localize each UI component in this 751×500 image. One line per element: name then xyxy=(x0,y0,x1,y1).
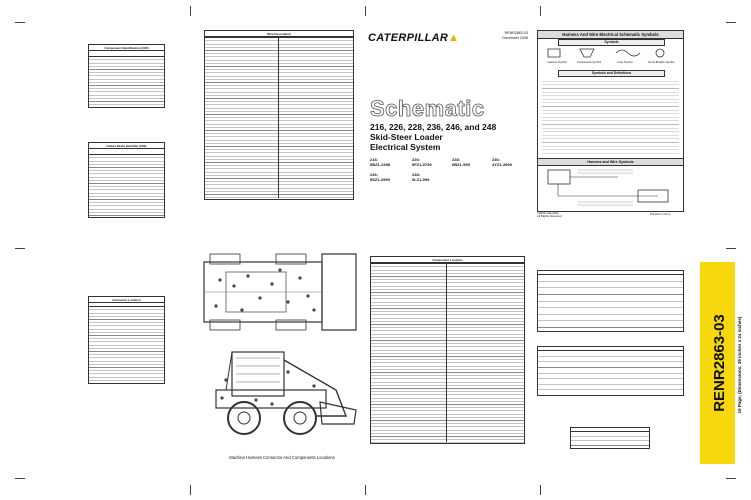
caterpillar-logo: CATERPILLAR▲ xyxy=(368,32,460,44)
symbol-label-harness: Harness Symbol xyxy=(547,61,567,64)
terms-header: Symbols and Definitions xyxy=(558,70,665,77)
copyright-line-2: All Rights Reserved xyxy=(537,214,562,219)
crop-mark xyxy=(190,6,191,16)
crop-mark xyxy=(15,22,25,23)
harness-wire-diagram xyxy=(538,166,683,210)
definitions-text xyxy=(542,78,679,156)
crop-mark xyxy=(190,485,191,495)
crop-mark xyxy=(726,248,736,249)
serial-model: 216: xyxy=(370,157,379,162)
crop-mark xyxy=(15,478,25,479)
serial-number: 5SZ1-2999 xyxy=(370,177,390,182)
spec-table-2-rows xyxy=(537,350,684,396)
serial-248 xyxy=(412,172,429,182)
serial-number: 4YZ1-3999 xyxy=(492,162,512,167)
brand-name: CATERPILLAR xyxy=(368,32,449,44)
symbols-panel-title: Harness And Wire Electrical Schematic Symbols xyxy=(538,31,683,39)
crop-mark xyxy=(540,6,541,16)
serial-246 xyxy=(370,172,390,182)
serial-model: 246: xyxy=(370,172,379,177)
serial-model: 236: xyxy=(492,157,501,162)
side-band-pages: 16 Page, (Dimensions: 39 inches x 24 inches) xyxy=(737,316,742,414)
harness-header: Harness and Wire Symbols xyxy=(538,158,683,166)
spec-table-3-rows xyxy=(570,431,650,449)
serial-model: 226: xyxy=(412,157,421,162)
schematic-title: Schematic xyxy=(370,96,485,121)
crop-mark xyxy=(726,478,736,479)
serial-228 xyxy=(452,157,470,167)
serial-226 xyxy=(412,157,432,167)
component-location-rows xyxy=(370,263,525,444)
models-line: 216, 226, 228, 236, 246, and 248 xyxy=(370,122,497,132)
crop-mark xyxy=(726,22,736,23)
wire-desc-title: Wire Description xyxy=(205,31,353,37)
serial-216 xyxy=(370,157,390,167)
symbol-label-fuse: Fuse Symbol xyxy=(617,61,633,64)
serial-236 xyxy=(492,157,512,167)
cid-table-title: Component Identification (CID) xyxy=(89,45,164,51)
symbol-label-circuit-breaker: Circuit Breaker Symbol xyxy=(647,61,675,64)
symbols-header: Symbols xyxy=(558,39,665,46)
doc-date: December 2006 xyxy=(502,36,528,40)
doc-number-top: RENR2863-03 xyxy=(504,31,528,35)
fmi-table-title: Failure Mode Identifier (FMI) xyxy=(89,143,164,149)
crop-mark xyxy=(15,248,25,249)
copyright xyxy=(537,212,562,219)
serial-number: 6BZ1-2498 xyxy=(370,162,391,167)
subtitle-2: Electrical System xyxy=(370,142,441,152)
wire-description-rows xyxy=(204,37,354,200)
printed-in: Printed in U.S.A. xyxy=(650,212,671,216)
cid-table-rows xyxy=(88,56,165,108)
spec-table-1-rows xyxy=(537,274,684,332)
machine-caption: Machine Harness Connector And Components Locations xyxy=(229,455,335,460)
table-divider xyxy=(278,37,279,198)
crop-mark xyxy=(365,6,366,16)
side-band-number: RENR2863-03 xyxy=(711,314,728,412)
table-divider xyxy=(446,263,447,442)
crop-mark xyxy=(540,485,541,495)
serial-model: 228: xyxy=(452,157,461,162)
symbols-panel xyxy=(537,30,684,212)
fmi-table-rows xyxy=(88,154,165,218)
serial-number: 6LZ1-999 xyxy=(412,177,430,182)
serial-number: 6BZ1-999 xyxy=(452,162,470,167)
serial-model: 248: xyxy=(412,172,421,177)
comp-loc-title: Component Location xyxy=(371,257,524,263)
conn-left-title: Connector Location xyxy=(89,297,164,303)
crop-mark xyxy=(365,485,366,495)
symbol-label-components: Components Symbol xyxy=(576,61,602,64)
connector-location-rows-left xyxy=(88,306,165,384)
subtitle-1: Skid-Steer Loader xyxy=(370,132,443,142)
copyright-line-1: ©2006 Caterpillar xyxy=(537,211,559,215)
machine-diagram xyxy=(196,240,364,455)
serial-number: 5FZ1-5799 xyxy=(412,162,432,167)
